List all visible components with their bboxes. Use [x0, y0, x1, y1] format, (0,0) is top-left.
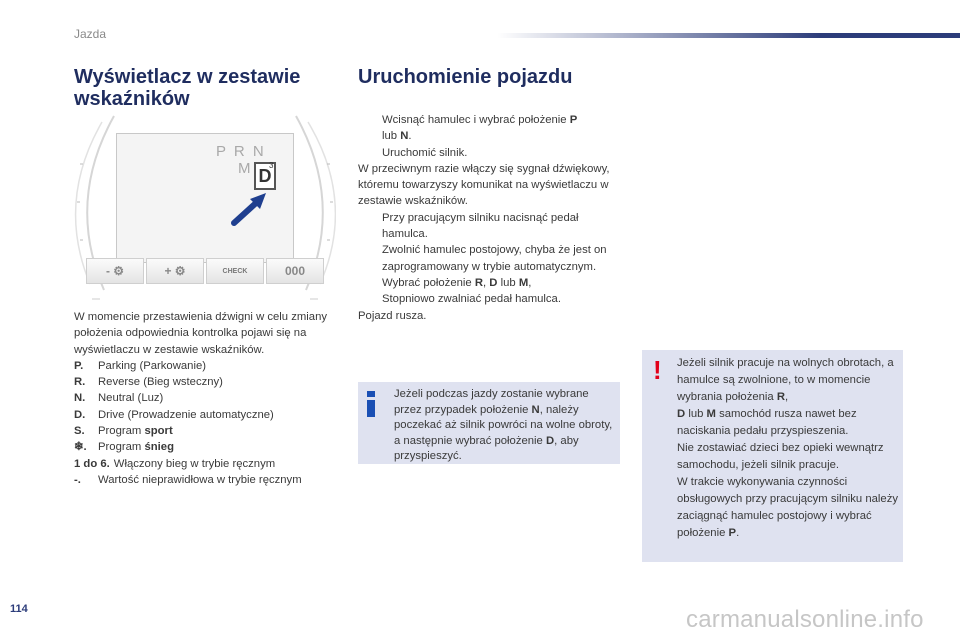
- display-description: [74, 309, 340, 488]
- selected-gear-indicator: D: [254, 162, 276, 190]
- cluster-plus-button: + ⚙: [146, 258, 204, 284]
- cluster-check-button: CHECK: [206, 258, 264, 284]
- legend-item-manual: 1 do 6. Włączony bieg w trybie ręcznym: [74, 457, 276, 470]
- step-start-engine: Uruchomić silnik.: [358, 145, 618, 161]
- display-intro: W momencie przestawienia dźwigni w celu zmiany położenia odpowiednia kontrolka pojawi się na wyświetlaczu w zestawie wskaźników.: [74, 311, 328, 356]
- legend-item-snow: ❄. Program śnieg: [74, 441, 174, 454]
- bullet-icon: [358, 242, 382, 275]
- pointer-arrow-icon: [230, 189, 272, 227]
- legend-item-invalid: -. Wartość nieprawidłowa w trybie ręcznym: [74, 473, 302, 486]
- start-steps: [358, 112, 618, 324]
- cluster-minus-button: - ⚙: [86, 258, 144, 284]
- bullet-icon: [358, 112, 382, 145]
- step-press-brake: Przy pracującym silniku nacisnąć pedał hamulca.: [358, 210, 618, 243]
- header-accent-bar: [497, 33, 960, 38]
- bullet-icon: [358, 210, 382, 243]
- cluster-button-strip: [86, 258, 324, 284]
- bullet-icon: [358, 145, 382, 161]
- warning-exclamation-icon: !: [653, 355, 662, 385]
- warning-box: [642, 350, 903, 562]
- legend-item-r: R. Reverse (Bieg wsteczny): [74, 376, 223, 389]
- step-brake-select: Wcisnąć hamulec i wybrać położenie P lub N.: [358, 112, 618, 145]
- vehicle-moves-note: Pojazd rusza.: [358, 309, 427, 322]
- selected-gear-number: 3: [269, 161, 274, 170]
- bullet-icon: [358, 275, 382, 291]
- legend-item-d: D. Drive (Prowadzenie automatyczne): [74, 408, 274, 421]
- gear-indicator-row: P R N M: [216, 143, 266, 177]
- legend-item-p: P. Parking (Parkowanie): [74, 359, 206, 372]
- warning-sound-note: W przeciwnym razie włączy się sygnał dźwiękowy, któremu towarzyszy komunikat na wyświetlaczu w zestawie wskaźników.: [358, 162, 610, 208]
- legend-item-s: S. Program sport: [74, 425, 173, 438]
- section-label: Jazda: [74, 27, 107, 41]
- start-section-title: Uruchomienie pojazdu: [358, 66, 573, 88]
- cluster-trip-button: 000: [266, 258, 324, 284]
- info-text: Jeżeli podczas jazdy zostanie wybrane przez przypadek położenie N, należy poczekać aż silnik powróci na wolne obroty, a następnie wybrać położenie D, aby przyspieszyć.: [394, 388, 613, 463]
- instrument-cluster-illustration: [74, 112, 336, 302]
- step-release-parking-brake: Zwolnić hamulec postojowy, chyba że jest on zaprogramowany w trybie automatycznym.: [358, 242, 618, 275]
- step-release-brake-pedal: Stopniowo zwalniać pedał hamulca.: [358, 291, 618, 307]
- info-box: [358, 382, 620, 464]
- watermark: carmanualsonline.info: [686, 606, 924, 633]
- info-icon: [366, 391, 376, 417]
- bullet-icon: [358, 291, 382, 307]
- step-select-gear: Wybrać położenie R, D lub M,: [358, 275, 618, 291]
- page-number: 114: [10, 603, 28, 615]
- display-section-title: Wyświetlacz w zestawie wskaźników: [74, 66, 301, 110]
- warning-text: Jeżeli silnik pracuje na wolnych obrotach, a hamulce są zwolnione, to w momencie wybrania położenia R, D lub M samochód rusza nawet bez naciskania pedału przyspieszenia. Nie zostawiać dzieci bez opieki wewnątrz samochodu, jeżeli silnik pracuje. W trakcie wykonywania czynności obsługowych przy pracującym silniku należy zaciągnąć hamulec postojowy i wybrać położenie P.: [677, 357, 899, 539]
- legend-item-n: N. Neutral (Luz): [74, 392, 164, 405]
- cluster-display: [116, 133, 294, 263]
